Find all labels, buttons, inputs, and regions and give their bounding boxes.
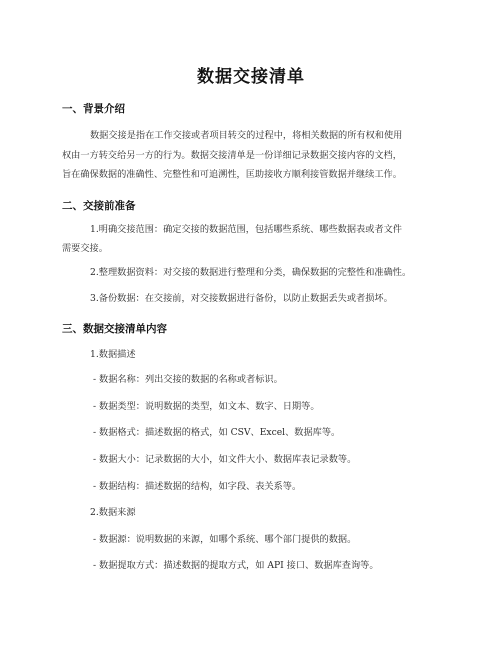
subsection-title: 1.数据描述 <box>90 349 136 360</box>
paragraph-line: 旨在确保数据的准确性、完整性和可追溯性，匡助接收方顺利接管数据并继续工作。 <box>62 169 402 180</box>
list-item: - 数据结构：描述数据的结构，如字段、表关系等。 <box>93 481 302 492</box>
section-heading-contents: 三、数据交接清单内容 <box>62 323 167 335</box>
section-heading-preparation: 二、交接前准备 <box>62 200 136 212</box>
list-item: - 数据格式：描述数据的格式，如 CSV、Excel、数据库等。 <box>93 427 341 438</box>
subsection-title: 2.数据来源 <box>90 507 136 518</box>
list-item: - 数据提取方式：描述数据的提取方式，如 API 接口、数据库查询等。 <box>93 560 379 571</box>
list-item: - 数据类型：说明数据的类型，如文本、数字、日期等。 <box>93 401 320 412</box>
list-item: - 数据名称：列出交接的数据的名称或者标识。 <box>93 374 283 385</box>
paragraph-line: 数据交接是指在工作交接或者项目转交的过程中，将相关数据的所有权和使用 <box>90 130 403 141</box>
list-item-continuation: 需要交接。 <box>62 243 108 254</box>
list-item: - 数据大小：记录数据的大小，如文件大小、数据库表记录数等。 <box>93 454 357 465</box>
list-item: 2.整理数据资料：对交接的数据进行整理和分类，确保数据的完整性和准确性。 <box>90 267 412 278</box>
section-heading-background: 一、背景介绍 <box>62 103 125 115</box>
list-item: 1.明确交接范围：确定交接的数据范围，包括哪些系统、哪些数据表或者文件 <box>90 224 402 235</box>
list-item: 3.备份数据：在交接前，对交接数据进行备份，以防止数据丢失或者损坏。 <box>90 293 393 304</box>
list-item: - 数据源：说明数据的来源，如哪个系统、哪个部门提供的数据。 <box>93 534 357 545</box>
paragraph-line: 权由一方转交给另一方的行为。数据交接清单是一份详细记录数据交接内容的文档， <box>62 150 402 161</box>
document-title: 数据交接清单 <box>197 67 305 87</box>
